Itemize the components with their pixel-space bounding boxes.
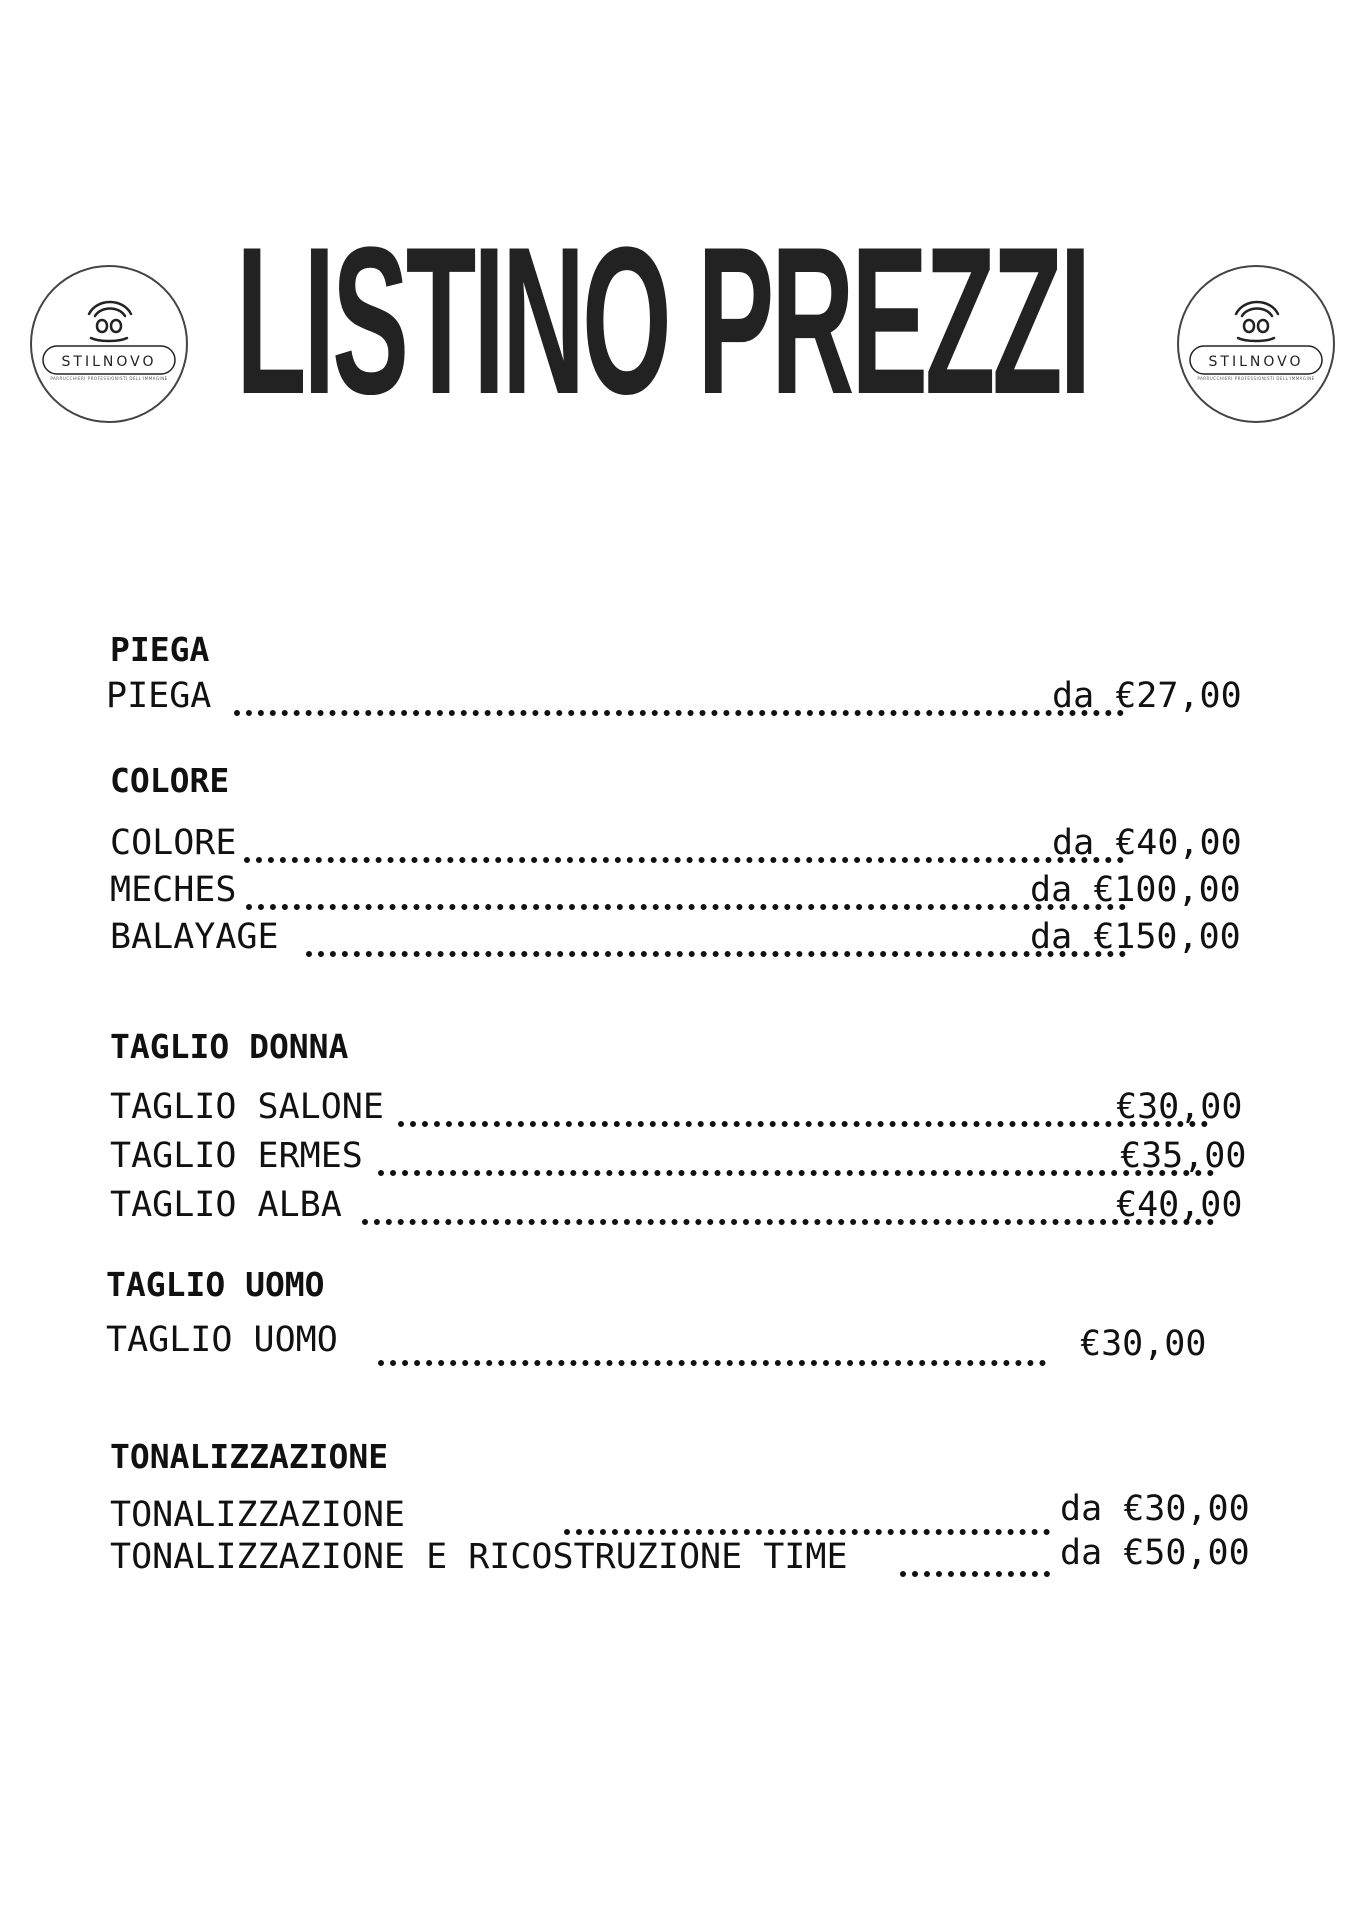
section-title-colore: COLORE	[110, 761, 230, 800]
price-row-colore	[110, 823, 1260, 863]
dot-leader	[900, 1571, 1050, 1577]
dot-leader	[234, 710, 1124, 716]
stilnovo-logo-left	[27, 262, 191, 426]
stilnovo-logo-right	[1174, 262, 1338, 426]
section-title-taglio-donna: TAGLIO DONNA	[110, 1027, 349, 1066]
item-name: COLORE	[110, 823, 237, 863]
item-price: da €30,00	[1060, 1489, 1250, 1529]
dot-leader	[306, 951, 1126, 957]
item-name: TONALIZZAZIONE E RICOSTRUZIONE TIME	[110, 1537, 848, 1577]
dot-leader	[398, 1121, 1208, 1127]
dot-leader	[378, 1360, 1046, 1366]
price-row-meches	[110, 870, 1260, 910]
item-price: da €150,00	[1030, 917, 1241, 957]
price-row-tonalizzazione-ricostruzione	[110, 1533, 1260, 1577]
dot-leader	[244, 857, 1124, 863]
section-title-taglio-uomo: TAGLIO UOMO	[106, 1265, 325, 1304]
item-name: TAGLIO ALBA	[110, 1185, 342, 1225]
price-row-taglio-salone	[110, 1087, 1260, 1127]
logo-brand: STILNOVO	[1208, 354, 1304, 370]
logo-tagline: PARRUCCHIERI PROFESSIONISTI DELL'IMMAGINE	[1197, 376, 1315, 381]
item-name: TONALIZZAZIONE	[110, 1495, 406, 1535]
item-price: da €40,00	[1052, 823, 1242, 863]
item-price: €35,00	[1120, 1136, 1247, 1176]
price-row-taglio-ermes	[110, 1136, 1260, 1176]
section-title-piega: PIEGA	[110, 630, 210, 669]
item-name: TAGLIO ERMES	[110, 1136, 363, 1176]
page-title: LISTINO PREZZI	[236, 203, 1089, 438]
stilnovo-wave-icon	[89, 302, 131, 341]
item-price: da €100,00	[1030, 870, 1241, 910]
item-name: PIEGA	[106, 676, 212, 716]
item-price: €40,00	[1116, 1185, 1243, 1225]
dot-leader	[246, 904, 1126, 910]
item-price: €30,00	[1116, 1087, 1243, 1127]
item-name: BALAYAGE	[110, 917, 279, 957]
item-name: MECHES	[110, 870, 237, 910]
logo-brand: STILNOVO	[61, 354, 157, 370]
price-row-balayage	[110, 917, 1260, 957]
item-price: €30,00	[1080, 1324, 1207, 1364]
item-price: da €27,00	[1052, 676, 1242, 716]
dot-leader	[378, 1170, 1214, 1176]
price-row-taglio-alba	[110, 1185, 1260, 1225]
price-row-tonalizzazione	[110, 1489, 1260, 1535]
stilnovo-wave-icon	[1236, 302, 1278, 341]
dot-leader	[362, 1219, 1214, 1225]
price-row-taglio-uomo	[106, 1320, 1256, 1364]
dot-leader	[564, 1529, 1050, 1535]
item-name: TAGLIO UOMO	[106, 1320, 338, 1360]
section-title-tonalizzazione: TONALIZZAZIONE	[110, 1437, 389, 1476]
logo-tagline: PARRUCCHIERI PROFESSIONISTI DELL'IMMAGINE	[50, 376, 168, 381]
item-price: da €50,00	[1060, 1533, 1250, 1573]
price-row-piega	[106, 676, 1256, 716]
item-name: TAGLIO SALONE	[110, 1087, 384, 1127]
